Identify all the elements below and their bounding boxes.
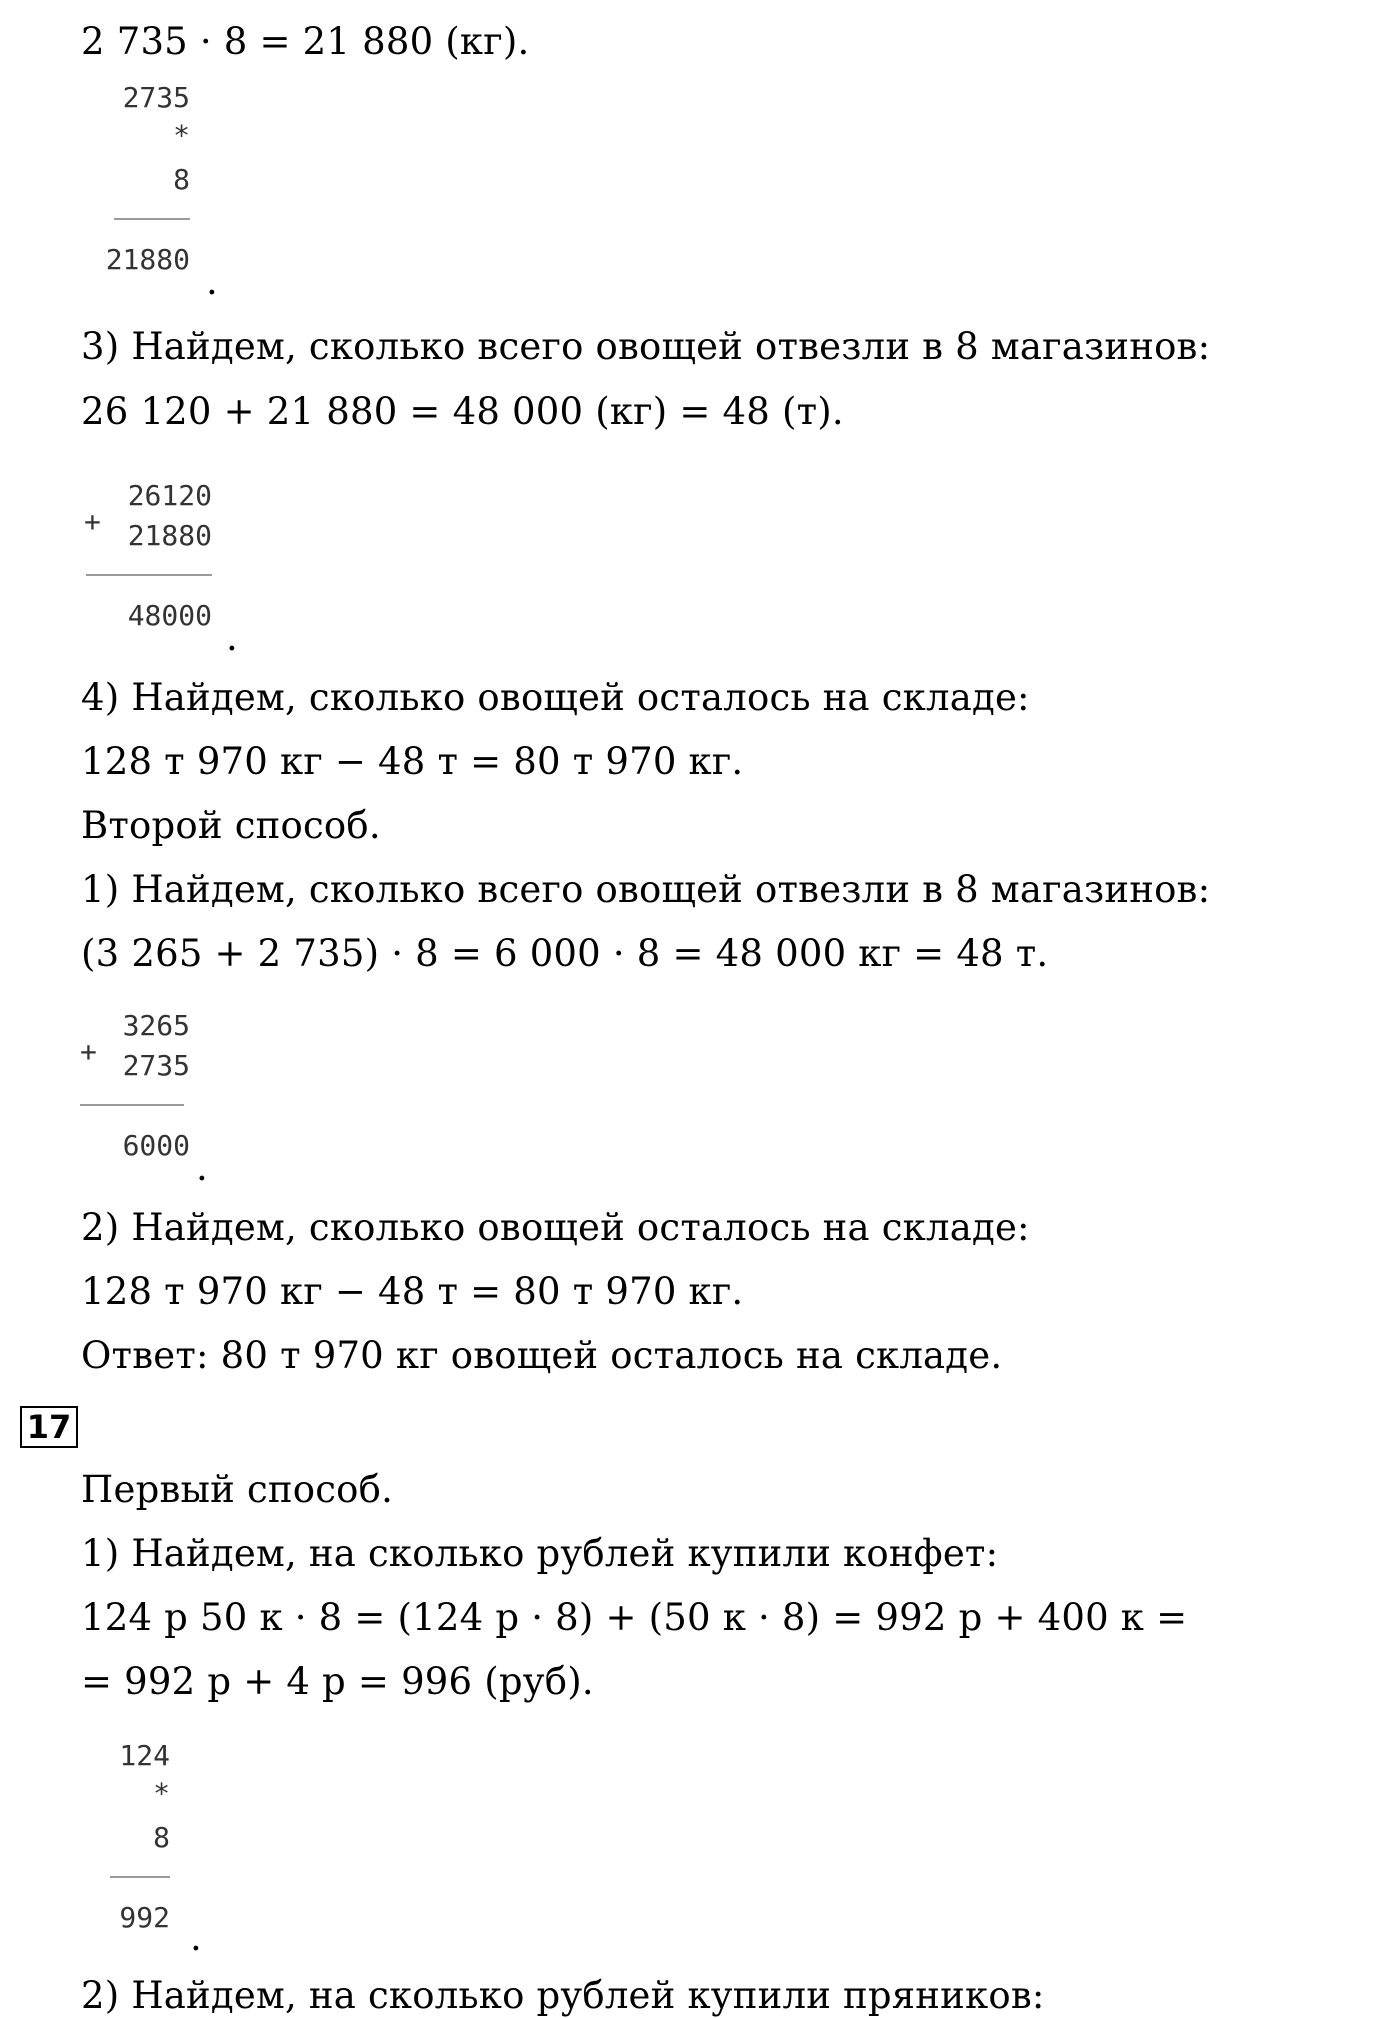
column-result: 992 — [119, 1901, 170, 1934]
text-line: 26 120 + 21 880 = 48 000 (кг) = 48 (т). — [81, 390, 844, 433]
operator-sign: + — [80, 1035, 97, 1068]
column-addition — [80, 1010, 210, 1180]
column-result: 6000 — [122, 1129, 190, 1162]
text-line: 2) Найдем, на сколько рублей купили пряников: — [81, 1974, 1045, 2017]
operator-sign: * — [153, 1777, 170, 1810]
text-line: 124 р 50 к · 8 = (124 р · 8) + (50 к · 8) = 992 р + 400 к = — [81, 1596, 1188, 1639]
text-line: Ответ: 80 т 970 кг овощей осталось на складе. — [81, 1334, 1003, 1377]
end-period: . — [190, 1916, 202, 1959]
text-line: 128 т 970 кг − 48 т = 80 т 970 кг. — [81, 740, 744, 783]
column-rule — [80, 1104, 184, 1106]
task-number: 17 — [20, 1406, 78, 1448]
column-rule — [110, 1876, 170, 1878]
text-line: 128 т 970 кг − 48 т = 80 т 970 кг. — [81, 1270, 744, 1313]
end-period: . — [226, 616, 238, 659]
text-line: 3) Найдем, сколько всего овощей отвезли в 8 магазинов: — [81, 325, 1211, 368]
column-addition — [84, 480, 224, 650]
text-line: 1) Найдем, на сколько рублей купили конфет: — [81, 1532, 999, 1575]
text-line: 2 735 · 8 = 21 880 (кг). — [81, 20, 530, 63]
column-rule — [114, 218, 190, 220]
operand-top: 3265 — [122, 1009, 190, 1042]
operand-bottom: 8 — [153, 1821, 170, 1854]
text-line: 4) Найдем, сколько овощей осталось на складе: — [81, 676, 1030, 719]
operand-bottom: 21880 — [127, 519, 212, 552]
operand-top: 124 — [119, 1739, 170, 1772]
column-multiplication — [80, 82, 210, 282]
operand-bottom: 8 — [173, 163, 190, 196]
column-result: 48000 — [127, 599, 212, 632]
text-line: Первый способ. — [81, 1468, 394, 1511]
text-line: = 992 р + 4 р = 996 (руб). — [81, 1660, 594, 1703]
operand-bottom: 2735 — [122, 1049, 190, 1082]
end-period: . — [196, 1146, 208, 1189]
text-line: (3 265 + 2 735) · 8 = 6 000 · 8 = 48 000 кг = 48 т. — [81, 932, 1049, 975]
column-multiplication — [60, 1740, 170, 1940]
column-result: 21880 — [105, 243, 190, 276]
end-period: . — [206, 260, 218, 303]
operator-sign: + — [84, 505, 101, 538]
operand-top: 2735 — [122, 81, 190, 114]
operand-top: 26120 — [127, 479, 212, 512]
text-line: 1) Найдем, сколько всего овощей отвезли в 8 магазинов: — [81, 868, 1211, 911]
text-line: 2) Найдем, сколько овощей осталось на складе: — [81, 1206, 1030, 1249]
column-rule — [86, 574, 212, 576]
operator-sign: * — [173, 119, 190, 152]
text-line: Второй способ. — [81, 804, 381, 847]
